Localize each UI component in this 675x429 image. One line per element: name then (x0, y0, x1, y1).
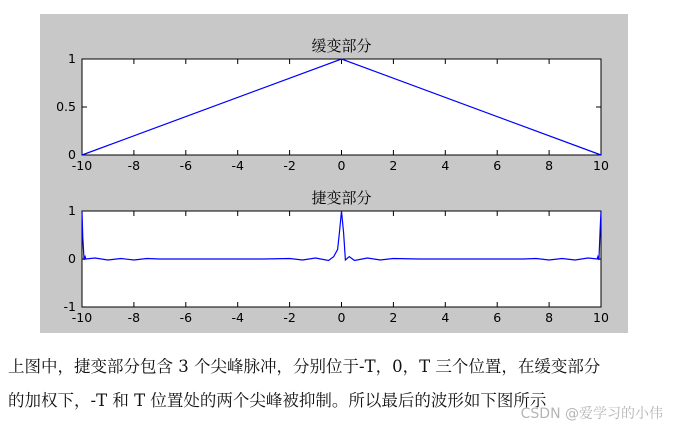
x-tick-label: 6 (493, 310, 502, 325)
x-tick-label: -10 (71, 158, 93, 173)
x-tick-label: 4 (441, 310, 450, 325)
x-tick-label: -8 (127, 310, 141, 325)
chart-title-2: 捷变部分 (311, 189, 372, 207)
x-tick-label: 0 (337, 310, 346, 325)
x-tick-label: -4 (231, 158, 244, 173)
x-tick-label: 8 (545, 310, 554, 325)
y-tick-label: 0 (68, 251, 76, 266)
watermark: CSDN @爱学习的小伟 (520, 406, 663, 422)
y-tick-label: 1 (68, 203, 76, 218)
x-tick-label: -6 (179, 158, 193, 173)
x-tick-label: 2 (389, 158, 398, 173)
plot-area-1 (82, 59, 601, 155)
x-tick-label: -10 (71, 310, 93, 325)
y-tick-label: -1 (63, 299, 76, 314)
y-tick-label: 0.5 (56, 99, 76, 114)
x-tick-label: 6 (493, 158, 502, 173)
x-tick-label: -2 (283, 158, 296, 173)
x-tick-label: -4 (231, 310, 244, 325)
x-tick-label: 0 (337, 158, 346, 173)
x-tick-label: -6 (179, 310, 193, 325)
x-tick-label: -8 (127, 158, 141, 173)
y-tick-label: 1 (68, 51, 76, 66)
y-tick-label: 0 (68, 147, 76, 162)
x-tick-label: 2 (389, 310, 398, 325)
x-tick-label: -2 (283, 310, 296, 325)
chart-title-1: 缓变部分 (311, 37, 372, 55)
x-tick-label: 4 (441, 158, 450, 173)
caption-line-1: 上图中，捷变部分包含 3 个尖峰脉冲，分别位于-T，0，T 三个位置，在缓变部分 (8, 357, 601, 376)
x-tick-label: 8 (545, 158, 554, 173)
x-tick-label: 10 (593, 158, 609, 173)
caption-line-2: 的加权下，-T 和 T 位置处的两个尖峰被抑制。所以最后的波形如下图所示 (8, 391, 547, 410)
x-tick-label: 10 (593, 310, 609, 325)
chart-canvas (40, 14, 628, 333)
figure (40, 14, 628, 333)
